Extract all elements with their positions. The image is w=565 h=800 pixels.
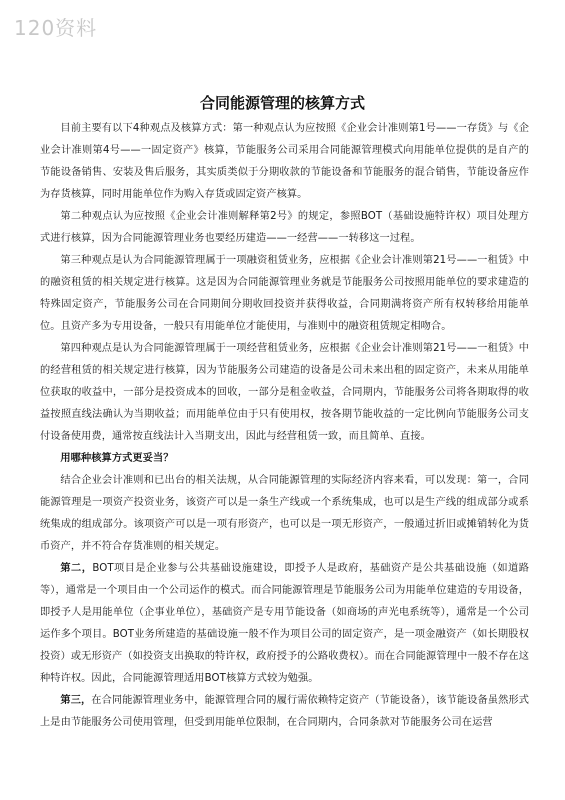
- paragraph-text: 结合企业会计准则和已出台的相关法规，从合同能源管理的实际经济内容来看，可以发现：第一，合同能源管理是一项资产投资业务，该资产可以是一条生产线或一个系统集成，也可以是生产线的组成部分或系统集成的组成部分。该项资产可以是一项有形资产，也可以是一项无形资产，一般通过折旧或摊销转化为货币资产，并不符合存货准则的相关规定。: [40, 475, 529, 552]
- paragraph-lead: 第三，: [60, 695, 92, 706]
- paragraph-text: 第二种观点认为应按照《企业会计准则解释第2号》的规定，参照BOT（基础设施特许权）项目处理方式进行核算，因为合同能源管理业务也要经历建造——一经营——一转移这一过程。: [40, 211, 529, 244]
- page-title: 合同能源管理的核算方式: [199, 94, 365, 112]
- paragraph-4: [40, 338, 529, 448]
- paragraph-text: 第四种观点是认为合同能源管理属于一项经营租赁业务，应根据《企业会计准则第21号——一租赁》中的经营租赁的相关规定进行核算，因为节能服务公司建造的设备是公司未来出租的固定资产，未来从用能单位获取的收益中，一部分是投资成本的回收，一部分是租金收益，合同期内，节能服务公司将各期取得的收益按照直线法确认为当期收益；而用能单位由于只有使用权，按各期节能收益的一定比例向节能服务公司支付设备使用费，通常按直线法计入当期支出，因此与经营租赁一致，而且简单、直接。: [40, 343, 529, 442]
- paragraph-3: [40, 250, 529, 338]
- paragraph-lead: 第二，: [60, 563, 93, 574]
- paragraph-1: [40, 118, 529, 206]
- paragraph-2: [40, 206, 529, 250]
- paragraph-text: 在合同能源管理业务中，能源管理合同的履行需依赖特定资产（节能设备），该节能设备虽然形式上是由节能服务公司使用管理，但受到用能单位限制，在合同期内，合同条款对节能服务公司在运营: [40, 695, 529, 728]
- paragraph-text: 目前主要有以下4种观点及核算方式：第一种观点认为应按照《企业会计准则第1号——一存货》与《企业会计准则第4号——一固定资产》核算，节能服务公司采用合同能源管理模式向用能单位提供的是自产的节能设备销售、安装及售后服务，其实质类似于分期收款的节能设备和节能服务的混合销售，节能设备应作为存货核算，同时用能单位作为购入存货或固定资产核算。: [40, 123, 529, 200]
- watermark-logo: 120资料: [14, 16, 98, 40]
- paragraph-5: [40, 470, 529, 558]
- section-heading: 用哪种核算方式更妥当？: [60, 453, 174, 464]
- paragraph-text: 第三种观点是认为合同能源管理属于一项融资租赁业务，应根据《企业会计准则第21号——一租赁》中的融资租赁的相关规定进行核算。这是因为合同能源管理业务就是节能服务公司按照用能单位的要求建造的特殊固定资产，节能服务公司在合同期间分期收回投资并获得收益，合同期满将资产所有权转移给用能单位。且资产多为专用设备，一般只有用能单位才能使用，与准则中的融资租赁规定相吻合。: [40, 255, 529, 332]
- paragraph-text: BOT项目是企业参与公共基础设施建设，即授予人是政府，基础资产是公共基础设施（如道路等），通常是一个项目由一个公司运作的模式。而合同能源管理是节能服务公司为用能单位建造的专用设备，即授予人是用能单位（企事业单位），基础资产是专用节能设备（如商场的声光电系统等），通常是一个公司运作多个项目。BOT业务所建造的基础设施一般不作为项目公司的固定资产，是一项金融资产（如长期股权投资）或无形资产（如投资支出换取的特许权，政府授予的公路收费权）。而在合同能源管理中一般不存在这种特许权。因此，合同能源管理适用BOT核算方式较为勉强。: [40, 563, 529, 684]
- paragraph-6: [40, 558, 529, 690]
- paragraph-7: [40, 690, 529, 734]
- document-body: [40, 118, 529, 734]
